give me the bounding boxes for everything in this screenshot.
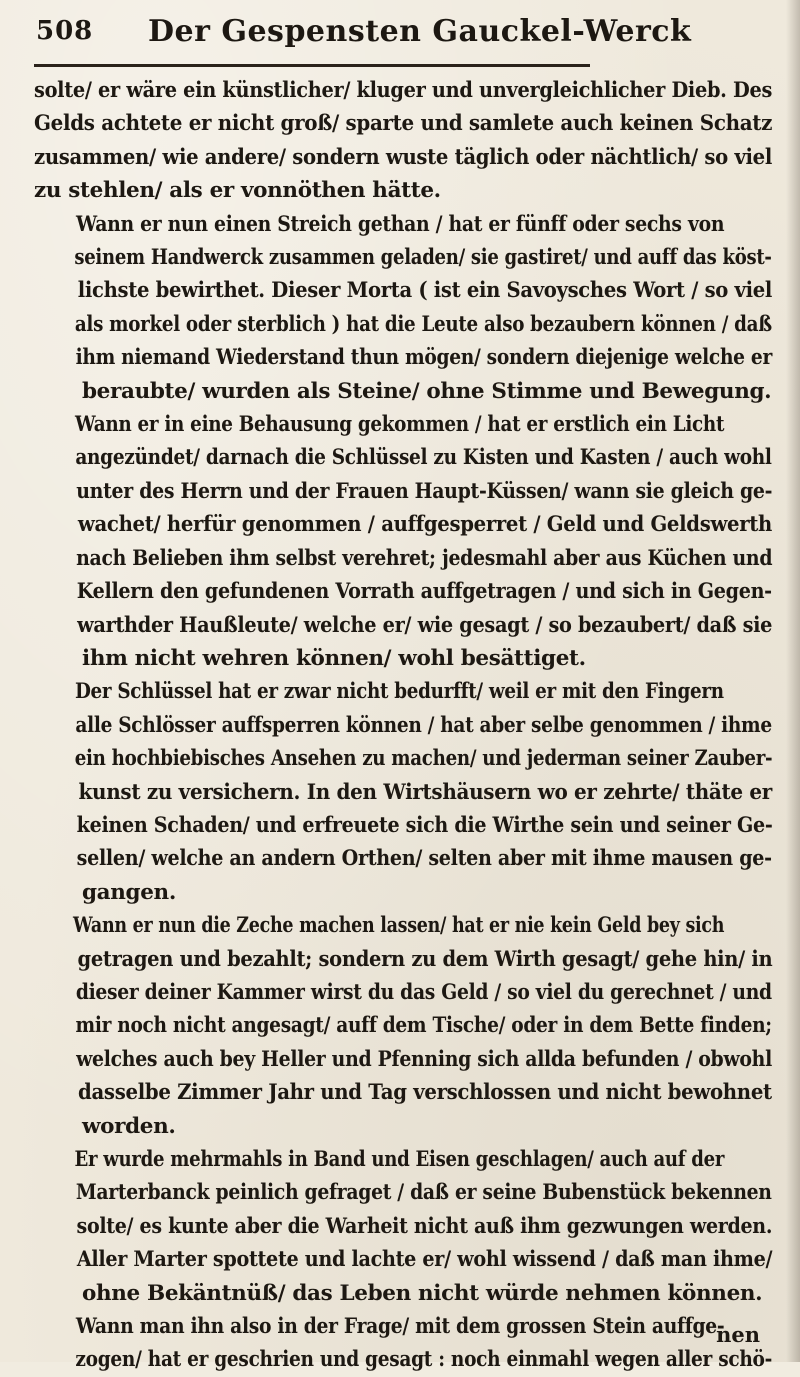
text-line: lichste bewirthet. Dieser Morta ( ist ein Savoysches Wort / so viel: [77, 278, 773, 304]
text-line: seinem Handwerck zusammen geladen/ sie gastiret/ und auff das köst-: [74, 245, 772, 271]
running-title: Der Gespensten Gauckel-Werck: [148, 14, 692, 49]
text-line: warthder Haußleute/ welche er/ wie gesagt / so bezaubert/ daß sie: [77, 612, 773, 638]
text-line: Wann er nun die Zeche machen lassen/ hat er nie kein Geld bey sich: [73, 913, 725, 939]
page-header: [36, 14, 780, 60]
text-line: worden.: [82, 1113, 176, 1139]
text-line: Marterbanck peinlich gefraget / daß er seine Bubenstück bekennen: [75, 1180, 772, 1206]
text-line: sellen/ welche an andern Orthen/ selten aber mit ihme mausen ge-: [76, 846, 772, 872]
text-line: Wann er nun einen Streich gethan / hat er fünff oder sechs von: [76, 211, 725, 237]
body-text: [34, 74, 772, 1377]
text-line: kunst zu versichern. In den Wirtshäusern wo er zehrte/ thäte er: [78, 779, 772, 805]
text-line: Wann er in eine Behausung gekommen / hat er erstlich ein Licht: [74, 412, 725, 438]
text-line: ein hochbiebisches Ansehen zu machen/ und jederman seiner Zauber-: [74, 746, 773, 772]
text-line: nach Belieben ihm selbst verehret; jedesmahl aber aus Küchen und: [76, 545, 773, 571]
text-line: ohne Bekäntnüß/ das Leben nicht würde nehmen können.: [82, 1280, 763, 1306]
text-line: angezündet/ darnach die Schlüssel zu Kisten und Kasten / auch wohl: [75, 445, 772, 471]
text-line: keinen Schaden/ und erfreuete sich die Wirthe sein und seiner Ge-: [76, 812, 773, 838]
text-line: Gelds achtete er nicht groß/ sparte und samlete auch keinen Schatz: [34, 111, 773, 137]
text-line: dieser deiner Kammer wirst du das Geld / so viel du gerechnet / und: [75, 979, 772, 1005]
text-line: ihm niemand Wiederstand thun mögen/ sondern diejenige welche er: [75, 345, 772, 371]
paragraph: [34, 909, 772, 1143]
text-line: dasselbe Zimmer Jahr und Tag verschlossen und nicht bewohnet: [78, 1080, 772, 1106]
text-line: Wann man ihn also in der Frage/ mit dem grossen Stein auffge-: [75, 1314, 725, 1340]
text-line: wachet/ herfür genommen / auffgesperret / Geld und Geldswerth: [77, 512, 773, 538]
paragraph: [34, 208, 772, 408]
paragraph: [34, 74, 772, 208]
text-line: unter des Herrn und der Frauen Haupt-Küssen/ wann sie gleich ge-: [76, 478, 773, 504]
text-line: gangen.: [82, 879, 176, 905]
header-rule: [34, 64, 590, 67]
paragraph: [34, 408, 772, 675]
text-line: als morkel oder sterblich ) hat die Leute also bezaubern können / daß: [74, 311, 772, 337]
text-line: beraubte/ wurden als Steine/ ohne Stimme und Bewegung.: [82, 378, 772, 404]
text-line: welches auch bey Heller und Pfenning sich allda befunden / obwohl: [76, 1046, 772, 1072]
text-line: zusammen/ wie andere/ sondern wuste täglich oder nächtlich/ so viel: [34, 144, 772, 170]
text-line: ihm nicht wehren können/ wohl besättiget.: [82, 645, 586, 671]
text-line: getragen und bezahlt; sondern zu dem Wirth gesagt/ gehe hin/ in: [77, 946, 773, 972]
text-line: zogen/ hat er geschrien und gesagt : noch einmahl wegen aller schö-: [75, 1347, 773, 1373]
text-line: Der Schlüssel hat er zwar nicht bedurfft/ weil er mit den Fingern: [74, 679, 724, 705]
catchword: nen: [716, 1322, 760, 1347]
page-number: 508: [36, 16, 94, 46]
text-line: solte/ er wäre ein künstlicher/ kluger und unvergleichlicher Dieb. Des: [34, 78, 773, 103]
text-line: mir noch nicht angesagt/ auff dem Tische/ oder in dem Bette finden;: [75, 1013, 772, 1039]
text-line: solte/ es kunte aber die Warheit nicht auß ihm gezwungen werden.: [76, 1213, 773, 1239]
text-line: Aller Marter spottete und lachte er/ wohl wissend / daß man ihme/: [76, 1247, 773, 1273]
text-line: Kellern den gefundenen Vorrath auffgetragen / und sich in Gegen-: [76, 579, 772, 605]
text-line: Er wurde mehrmahls in Band und Eisen geschlagen/ auch auf der: [74, 1147, 725, 1172]
paragraph: [34, 1310, 772, 1377]
paragraph: [34, 1143, 772, 1310]
text-line: alle Schlösser auffsperren können / hat aber selbe genommen / ihme: [75, 712, 772, 738]
paragraph: [34, 675, 772, 909]
text-line: zu stehlen/ als er vonnöthen hätte.: [34, 178, 441, 204]
